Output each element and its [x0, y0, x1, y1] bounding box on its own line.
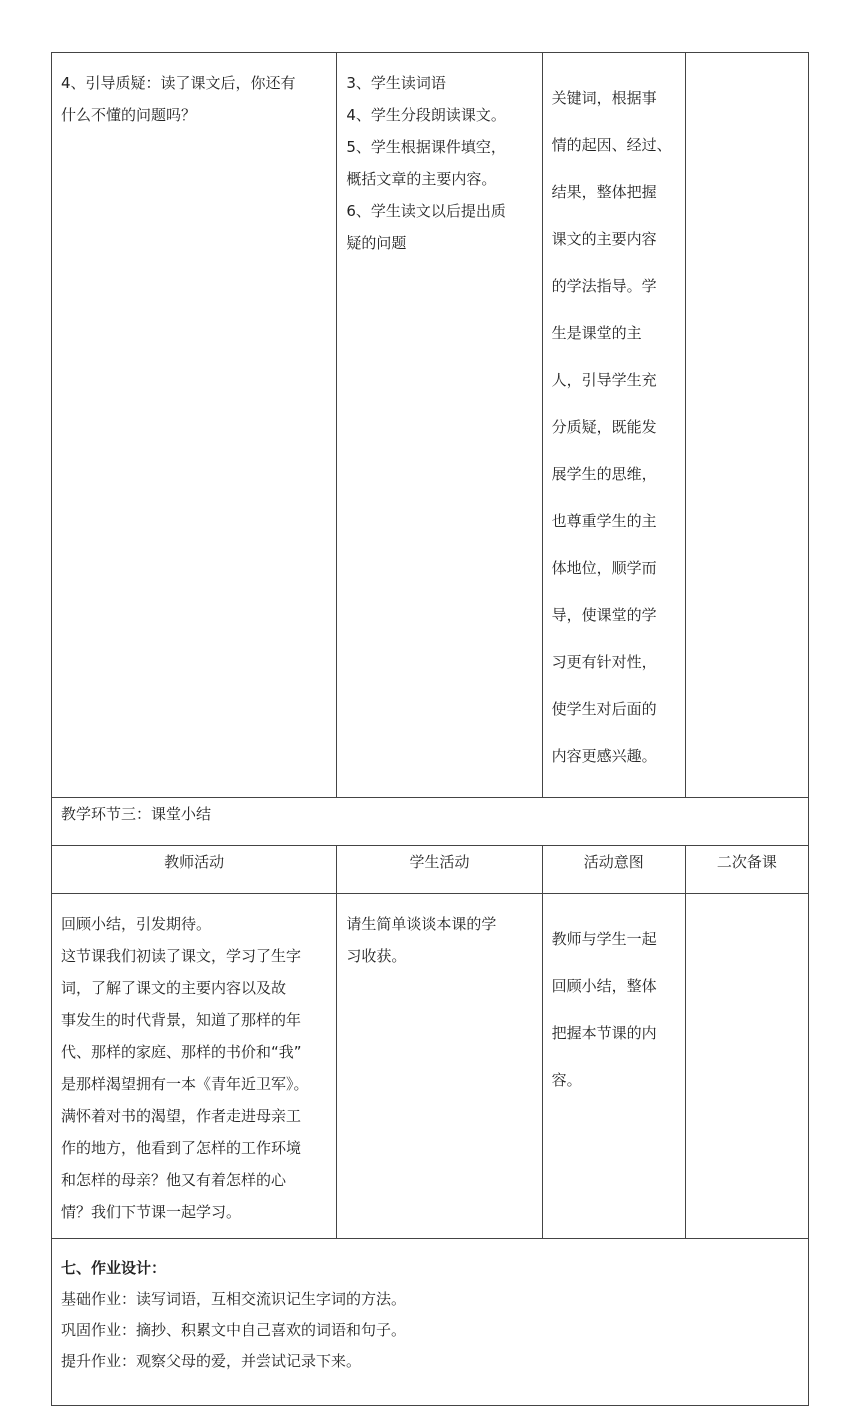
text-line: 课文的主要内容 — [551, 230, 657, 248]
student-activity-cell — [337, 894, 542, 1239]
activity-intent-cell — [542, 53, 685, 798]
text-line: 导，使课堂的学 — [551, 606, 657, 624]
teacher-activity-cell — [52, 894, 337, 1239]
text-line: 容。 — [551, 1071, 582, 1089]
text-line: 3、学生读词语 — [346, 74, 446, 92]
table-row — [52, 894, 809, 1239]
text-line: 6、学生读文以后提出质 — [346, 202, 506, 220]
text-line: 和怎样的母亲？他又有着怎样的心 — [61, 1171, 287, 1189]
section-title: 教学环节三：课堂小结 — [52, 798, 809, 846]
text-line: 4、引导质疑：读了课文后，你还有 — [61, 74, 296, 92]
text-line: 关键词，根据事 — [551, 89, 657, 107]
text-line: 疑的问题 — [346, 234, 407, 252]
text-line: 是那样渴望拥有一本《青年近卫军》。 — [61, 1075, 309, 1093]
text-line: 教师与学生一起 — [551, 930, 657, 948]
text-line: 5、学生根据课件填空， — [346, 138, 506, 156]
table-row — [52, 53, 809, 798]
homework-item: 基础作业：读写词语，互相交流识记生字词的方法。 — [61, 1290, 407, 1308]
text-line: 结果，整体把握 — [551, 183, 657, 201]
text-line: 这节课我们初读了课文，学习了生字 — [61, 947, 302, 965]
homework-item: 提升作业：观察父母的爱，并尝试记录下来。 — [61, 1352, 362, 1370]
homework-section — [52, 1239, 809, 1406]
text-line: 情的起因、经过、 — [551, 136, 672, 154]
student-activity-cell — [337, 53, 542, 798]
text-line: 概括文章的主要内容。 — [346, 170, 497, 188]
text-line: 使学生对后面的 — [551, 700, 657, 718]
text-line: 人，引导学生充 — [551, 371, 657, 389]
text-line: 习收获。 — [346, 947, 407, 965]
text-line: 情？我们下节课一起学习。 — [61, 1203, 242, 1221]
teacher-activity-cell — [52, 53, 337, 798]
lesson-plan-table — [51, 52, 809, 1406]
text-line: 生是课堂的主 — [551, 324, 642, 342]
text-line: 作的地方，他看到了怎样的工作环境 — [61, 1139, 302, 1157]
text-line: 事发生的时代背景，知道了那样的年 — [61, 1011, 302, 1029]
header-second-prep: 二次备课 — [685, 846, 808, 894]
text-line: 的学法指导。学 — [551, 277, 657, 295]
header-teacher-activity: 教师活动 — [52, 846, 337, 894]
second-prep-cell — [685, 894, 808, 1239]
homework-row — [52, 1239, 809, 1406]
text-line: 内容更感兴趣。 — [551, 747, 657, 765]
activity-intent-cell — [542, 894, 685, 1239]
text-line: 体地位，顺学而 — [551, 559, 657, 577]
text-line: 回顾小结，整体 — [551, 977, 657, 995]
text-line: 请生简单谈谈本课的学 — [346, 915, 497, 933]
text-line: 习更有针对性， — [551, 653, 657, 671]
homework-title: 七、作业设计： — [61, 1259, 167, 1277]
text-line: 4、学生分段朗读课文。 — [346, 106, 506, 124]
header-row — [52, 846, 809, 894]
text-line: 什么不懂的问题吗？ — [61, 106, 197, 124]
section-row — [52, 798, 809, 846]
homework-item: 巩固作业：摘抄、积累文中自己喜欢的词语和句子。 — [61, 1321, 407, 1339]
text-line: 满怀着对书的渴望，作者走进母亲工 — [61, 1107, 302, 1125]
second-prep-cell — [685, 53, 808, 798]
text-line: 把握本节课的内 — [551, 1024, 657, 1042]
header-activity-intent: 活动意图 — [542, 846, 685, 894]
text-line: 也尊重学生的主 — [551, 512, 657, 530]
text-line: 词，了解了课文的主要内容以及故 — [61, 979, 287, 997]
header-student-activity: 学生活动 — [337, 846, 542, 894]
text-line: 展学生的思维， — [551, 465, 657, 483]
text-line: 代、那样的家庭、那样的书价和“我” — [61, 1043, 302, 1061]
text-line: 分质疑，既能发 — [551, 418, 657, 436]
text-line: 回顾小结，引发期待。 — [61, 915, 212, 933]
